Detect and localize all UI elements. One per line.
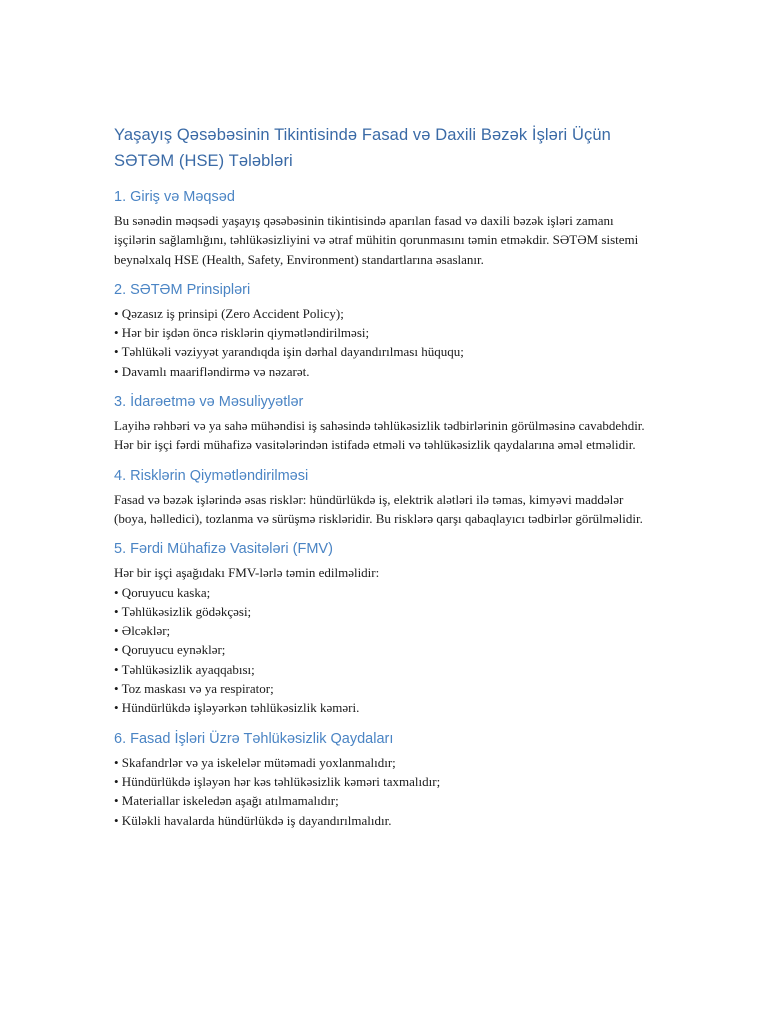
section-facade-rules xyxy=(114,729,654,830)
list-item: • Toz maskası və ya respirator; xyxy=(114,681,274,697)
section-heading: 1. Giriş və Məqsəd xyxy=(114,189,235,205)
document-title: Yaşayış Qəsəbəsinin Tikintisində Fasad və Daxili Bəzək İşləri Üçün SƏTƏM (HSE) Tələbləri xyxy=(114,126,611,170)
section-risk-assessment xyxy=(114,466,654,529)
list-item: • Təhlükəsizlik gödəkçəsi; xyxy=(114,603,252,619)
list-item: • Qoruyucu kaska; xyxy=(114,584,211,600)
section-paragraph: Bu sənədin məqsədi yaşayış qəsəbəsinin tikintisində aparılan fasad və daxili bəzək işləri zamanı işçilərin sağlamlığını, təhlükəsizliyini və ətraf mühitin qorunmasını təmin etməkdir. SƏTƏM sistemi beynəlxalq HSE (Health, Safety, Environment) standartlarına əsaslanır. xyxy=(114,213,639,267)
list-item: • Materiallar iskeledən aşağı atılmamalıdır; xyxy=(114,793,339,809)
section-heading: 5. Fərdi Mühafizə Vasitələri (FMV) xyxy=(114,541,333,558)
section-paragraph: Layihə rəhbəri və ya sahə mühəndisi iş sahəsində təhlükəsizlik tədbirlərinin görülməsinə cavabdehdir. Hər bir işçi fərdi mühafizə vasitələrindən istifadə etməli və təhlükəsizlik qaydalarına əməl etməlidir. xyxy=(114,418,645,453)
list-item: • Təhlükəsizlik ayaqqabısı; xyxy=(114,661,255,677)
list-item: • Hündürlükdə işləyən hər kəs təhlükəsizlik kəməri taxmalıdır; xyxy=(114,773,441,789)
section-principles xyxy=(114,280,654,381)
section-introduction xyxy=(114,187,654,269)
section-heading: 4. Risklərin Qiymətləndirilməsi xyxy=(114,467,309,484)
section-paragraph: Hər bir işçi aşağıdakı FMV-lərlə təmin edilməlidir: xyxy=(114,565,380,581)
list-item: • Təhlükəli vəziyyət yarandıqda işin dərhal dayandırılması hüququ; xyxy=(114,344,464,360)
section-management xyxy=(114,392,654,455)
list-item: • Qəzasız iş prinsipi (Zero Accident Policy); xyxy=(114,305,344,321)
section-ppe xyxy=(114,539,654,717)
list-item: • Hər bir işdən öncə risklərin qiymətləndirilməsi; xyxy=(114,325,370,341)
bullet-list xyxy=(114,753,654,830)
section-heading: 6. Fasad İşləri Üzrə Təhlükəsizlik Qaydaları xyxy=(114,730,394,747)
list-item: • Qoruyucu eynəklər; xyxy=(114,642,226,658)
list-item: • Əlcəklər; xyxy=(114,623,171,639)
list-item: • Skafandrlər və ya iskelelər mütəmadi yoxlanmalıdır; xyxy=(114,754,396,770)
bullet-list xyxy=(114,583,654,718)
section-heading: 3. İdarəetmə və Məsuliyyətlər xyxy=(114,394,304,411)
list-item: • Davamlı maarifləndirmə və nəzarət. xyxy=(114,363,310,379)
section-paragraph: Fasad və bəzək işlərində əsas risklər: hündürlükdə iş, elektrik alətləri ilə təmas, kimyəvi maddələr (boya, həlledici), tozlanma və sürüşmə riskləridir. Bu risklərə qarşı qabaqlayıcı tədbirlər görülməlidir. xyxy=(114,491,643,526)
list-item: • Hündürlükdə işləyərkən təhlükəsizlik kəməri. xyxy=(114,700,360,716)
section-heading: 2. SƏTƏM Prinsipləri xyxy=(114,281,251,298)
bullet-list xyxy=(114,304,654,381)
list-item: • Küləkli havalarda hündürlükdə iş dayandırılmalıdır. xyxy=(114,812,392,828)
document-page xyxy=(114,122,654,841)
